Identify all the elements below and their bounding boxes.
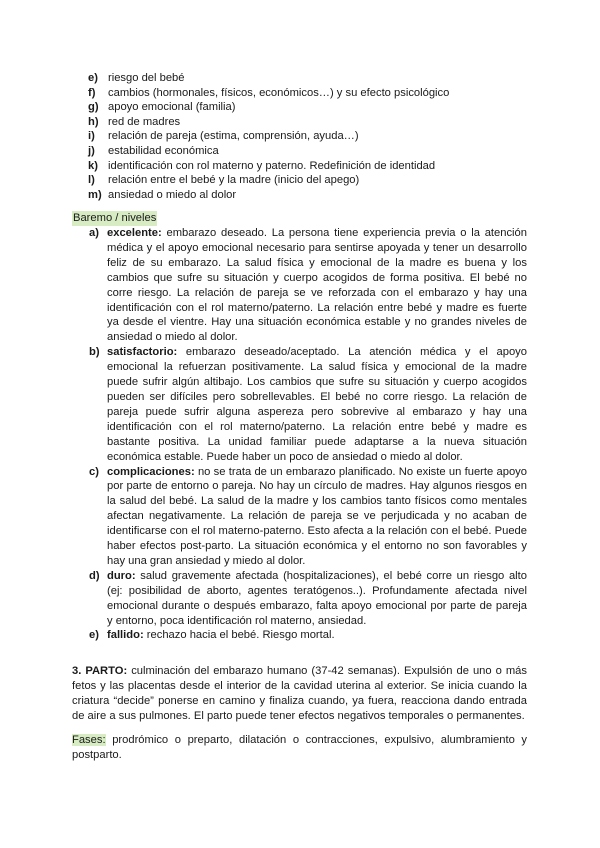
list-item xyxy=(88,129,528,144)
fases-text: prodrómico o preparto, dilatación o contracciones, expulsivo, alumbramiento y postparto. xyxy=(72,734,527,761)
list-marker: i) xyxy=(88,130,95,143)
list-marker: d) xyxy=(89,569,100,582)
list-item xyxy=(88,188,528,203)
list-marker: f) xyxy=(88,86,96,99)
section-title: 3. PARTO: xyxy=(72,665,128,677)
level-item-fallido xyxy=(89,628,527,643)
level-description: salud gravemente afectada (hospitalizaciones), el bebé corre un riesgo alto (ej: posibilidad de aborto, agentes teratógenos..). Profundamente afectada nivel emocional durante o después embarazo, falta apoyo emocional por parte de pareja y entorno, poca identificación rol materno, ansiedad. xyxy=(107,569,527,627)
list-marker: g) xyxy=(88,101,99,114)
list-marker: e) xyxy=(89,629,99,642)
level-description: rechazo hacia el bebé. Riesgo mortal. xyxy=(143,629,335,642)
list-item xyxy=(88,144,528,159)
list-item xyxy=(88,159,528,174)
level-description: no se trata de un embarazo planificado. No existe un fuerte apoyo por parte de entorno o pareja. No hay un círculo de madres. Hay algunos riesgos en la salud del bebé. La salud de la madre y los cambios tanto físicos como mentales afectan negativamente. La relación de pareja se ve perjudicada y no acaban de identificarse con el rol materno-paterno. Esto afecta a la relación con el bebé. Puede haber efectos post-parto. La situación económica y el entorno no son favorables y hay una gran ansiedad y miedo al dolor. xyxy=(107,465,527,567)
level-name: fallido: xyxy=(107,629,144,642)
list-marker: c) xyxy=(89,465,99,478)
list-item-text: relación de pareja (estima, comprensión, ayuda…) xyxy=(108,130,359,143)
level-name: excelente: xyxy=(107,227,162,239)
list-marker: a) xyxy=(89,227,99,239)
parto-text: culminación del embarazo humano (37-42 semanas). Expulsión de uno o más fetos y las placentas desde el interior de la cavidad uterina al exterior. Se inicia cuando la criatura “decide” ponerse en camino y finaliza cuando, ya fuera, reacciona dando entrada de aire a sus pulmones. El parto puede tener efectos negativos temporales o permanentes. xyxy=(72,665,527,722)
list-item-text: identificación con rol materno y paterno. Redefinición de identidad xyxy=(108,159,436,172)
level-item-excelente xyxy=(89,226,527,345)
list-item xyxy=(88,86,528,101)
list-marker: k) xyxy=(88,159,98,172)
level-item-duro xyxy=(89,569,527,629)
list-item-text: relación entre el bebé y la madre (inicio del apego) xyxy=(108,174,360,187)
level-name: duro: xyxy=(107,569,136,582)
list-item-text: riesgo del bebé xyxy=(108,72,185,84)
list-item xyxy=(88,71,528,86)
list-item-text: red de madres xyxy=(108,115,181,128)
list-item xyxy=(88,115,528,130)
level-description: embarazo deseado. La persona tiene experiencia previa o la atención médica y el apoyo emocional necesario para sentirse apoyada y tener un desarrollo feliz de su embarazo. La salud física y emocional de la madre es buena y los cambios que sufre su situación y cuerpo acogidos de forma positiva. El bebé no corre riesgo. La relación de pareja se ve reforzada con el embarazo y hay una identificación con el rol materno/paterno. La relación entre bebé y madre es fuerte ya desde el vientre. Hay una situación económica estable y no grandes niveles de ansiedad o miedo al dolor. xyxy=(107,227,527,344)
level-name: complicaciones: xyxy=(107,465,195,478)
fases-label: Fases: xyxy=(72,734,106,746)
list-item-text: estabilidad económica xyxy=(108,144,219,157)
baremo-heading: Baremo / niveles xyxy=(73,212,157,224)
level-item-satisfactorio xyxy=(89,345,527,464)
list-item xyxy=(88,173,528,188)
level-name: satisfactorio: xyxy=(107,346,178,359)
list-marker: m) xyxy=(88,188,102,201)
level-list xyxy=(89,226,527,643)
list-marker: l) xyxy=(88,174,95,187)
list-item-text: ansiedad o miedo al dolor xyxy=(108,188,237,201)
list-item-text: apoyo emocional (familia) xyxy=(108,101,236,114)
list-item-text: cambios (hormonales, físicos, económicos…) y su efecto psicológico xyxy=(108,86,450,99)
list-marker: j) xyxy=(88,144,95,157)
list-marker: b) xyxy=(89,346,100,359)
fases-paragraph xyxy=(72,733,527,763)
level-item-complicaciones xyxy=(89,465,527,569)
list-marker: h) xyxy=(88,115,99,128)
list-item xyxy=(88,100,528,115)
parto-paragraph xyxy=(72,664,527,724)
list-marker: e) xyxy=(88,72,98,84)
factor-list xyxy=(88,71,528,202)
level-description: embarazo deseado/aceptado. La atención médica y el apoyo emocional la refuerzan positivamente. La salud física y emocional de la madre puede sufrir algún altibajo. Los cambios que sufre su situación y cuerpo acogidos pueden ser difíciles pero sobrellevables. El bebé no corre riesgo. La relación de pareja puede sufrir alguna aspereza pero sobrevive al embarazo y hay una identificación con el rol materno/paterno. La relación entre bebé y madre es bastante positiva. La unidad familiar puede adaptarse a la nueva situación económica estable. Puede haber un poco de ansiedad o miedo al dolor. xyxy=(107,346,527,463)
